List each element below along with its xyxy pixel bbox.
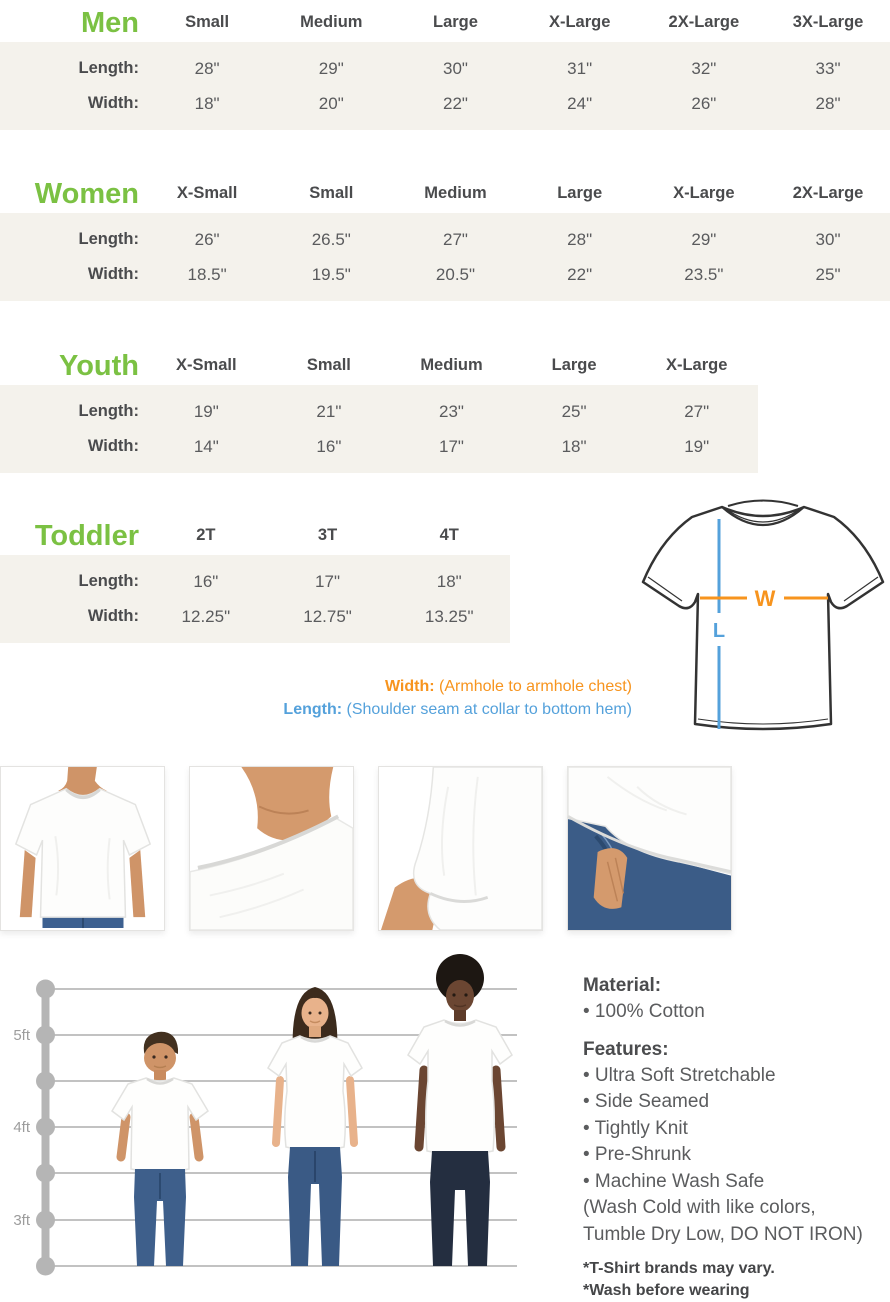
size-value: 25" [815,264,841,284]
size-row-width [0,429,758,464]
sleeve-closeup-photo [379,767,542,930]
row-label: Length: [78,572,139,590]
size-row-length [0,51,890,86]
tshirt-front-photo [1,767,164,930]
features-list [583,1063,883,1249]
material-item: • 100% Cotton [583,1001,705,1022]
length-legend-line [283,698,632,721]
size-value: 26" [691,93,717,113]
row-label: Length: [78,402,139,420]
size-value: 20.5" [435,264,476,284]
feature-item: • Tightly Knit [583,1117,688,1139]
row-label: Width: [87,94,139,112]
size-value: 26" [194,229,220,249]
size-table-band [0,385,758,473]
bottom-section [0,951,890,1302]
size-value: 25" [561,401,587,421]
product-photo-sleeve [378,766,543,931]
size-row-length [0,222,890,257]
column-header: Large [557,184,603,202]
person-boy [112,1032,208,1266]
length-legend-label: Length: [283,701,343,718]
column-header: X-Large [665,356,728,374]
column-header: 3X-Large [792,13,864,31]
length-legend-desc: (Shoulder seam at collar to bottom hem) [346,701,632,718]
size-table-header-row [0,0,890,42]
tshirt-outline-icon [640,493,885,743]
height-ruler [13,980,55,1276]
feature-item: • Side Seamed [583,1091,710,1112]
size-row-length [0,394,758,429]
hem-closeup-photo [568,767,731,930]
size-value: 18.5" [187,264,227,284]
size-value: 16" [316,436,342,456]
width-legend-desc: (Armhole to armhole chest) [439,678,632,695]
feature-item: Tumble Dry Low, DO NOT IRON) [583,1223,863,1245]
size-value: 16" [193,571,219,591]
product-photo-hem [567,766,732,931]
product-photo-collar [189,766,354,931]
size-table-men [0,0,890,130]
column-header: Large [551,356,597,374]
size-value: 17" [439,436,464,456]
size-value: 30" [442,58,468,78]
material-title: Material: [583,975,662,996]
column-header: 2X-Large [668,13,740,31]
section-title: Women [34,178,139,210]
column-header: 2T [196,526,216,544]
size-row-length [0,564,510,599]
column-header: Large [433,13,478,31]
feature-item: • Ultra Soft Stretchable [583,1064,776,1086]
product-photo-front [0,766,165,931]
size-value: 12.25" [181,606,231,626]
size-row-width [0,86,890,121]
height-comparison-chart [0,951,570,1281]
size-value: 22" [442,93,468,113]
column-header: 3T [317,526,338,544]
ruler-label-3ft: 3ft [13,1212,30,1229]
size-value: 20" [318,93,344,113]
size-table-header-row [0,171,890,213]
size-table-band [0,555,510,643]
width-letter: W [754,586,776,611]
size-value: 30" [815,229,841,249]
features-block [583,1037,883,1249]
row-label: Length: [78,59,139,77]
row-label: Width: [87,265,139,283]
features-title: Features: [583,1038,669,1060]
column-header: X-Small [176,356,237,374]
size-table-toddler [0,509,510,643]
size-table-band [0,42,890,130]
size-value: 31" [567,58,593,78]
size-row-width [0,257,890,292]
measurement-legend [283,675,632,721]
size-value: 12.75" [303,606,352,626]
size-value: 18" [561,436,587,456]
column-header: X-Large [673,184,735,202]
feature-item: • Machine Wash Safe [583,1170,765,1192]
size-row-width [0,599,510,634]
column-header: Small [309,184,354,202]
size-value: 18" [436,571,462,591]
ruler-label-4ft: 4ft [13,1119,30,1136]
column-header: Medium [420,356,483,374]
width-legend-line [283,675,632,698]
size-value: 21" [316,401,342,421]
product-details [583,951,883,1302]
size-value: 17" [315,571,340,591]
size-value: 28" [194,58,220,78]
feature-item: (Wash Cold with like colors, [583,1197,816,1218]
size-value: 27" [684,401,710,421]
size-table-header-row [0,343,758,385]
feature-item: • Pre-Shrunk [583,1144,692,1165]
size-value: 19.5" [311,264,351,284]
section-title: Toddler [34,520,139,552]
column-header: Medium [300,13,363,31]
size-value: 19" [193,401,219,421]
size-value: 24" [567,93,593,113]
size-value: 27" [442,229,468,249]
size-value: 29" [691,229,717,249]
size-value: 33" [815,58,841,78]
size-value: 19" [684,436,710,456]
size-value: 23.5" [684,264,724,284]
section-title: Men [81,7,139,39]
size-table-band [0,213,890,301]
size-table-header-row [0,509,510,555]
footnotes [583,1258,883,1302]
column-header: 2X-Large [792,184,864,202]
size-table-women [0,171,890,301]
size-value: 28" [567,229,593,249]
row-label: Width: [87,607,139,625]
width-legend-label: Width: [384,678,435,695]
column-header: Small [306,356,351,374]
material-list [583,999,883,1026]
tshirt-measurement-diagram [640,493,885,743]
section-title: Youth [59,350,139,382]
size-value: 28" [815,93,841,113]
toddler-zone [0,509,890,766]
row-label: Length: [78,230,139,248]
size-value: 26.5" [311,229,351,249]
collar-closeup-photo [190,767,353,930]
product-photos-row [0,766,732,931]
column-header: Medium [424,184,487,202]
size-value: 32" [691,58,717,78]
size-value: 13.25" [424,606,474,626]
column-header: X-Small [176,184,238,202]
footnote: *T-Shirt brands may vary. [583,1260,775,1277]
row-label: Width: [87,437,139,455]
size-table-youth [0,343,758,473]
length-letter: L [712,620,726,642]
size-value: 22" [567,264,593,284]
column-header: Small [185,13,230,31]
size-value: 14" [193,436,219,456]
size-value: 23" [439,401,464,421]
ruler-label-5ft: 5ft [13,1027,30,1044]
column-header: X-Large [548,13,611,31]
size-value: 18" [194,93,220,113]
column-header: 4T [439,526,459,544]
footnote: *Wash before wearing [583,1282,750,1299]
size-value: 29" [318,58,344,78]
